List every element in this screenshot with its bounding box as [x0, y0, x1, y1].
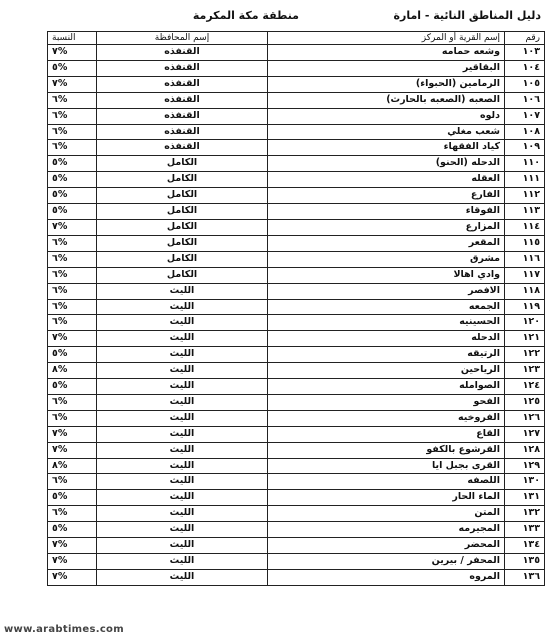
- table-row: [48, 569, 545, 585]
- table-row: [48, 506, 545, 522]
- percentage: %٨: [48, 363, 97, 379]
- village-name: وشعه حمامه: [268, 45, 505, 61]
- governorate-name: الكامل: [97, 204, 268, 220]
- table-row: [48, 76, 545, 92]
- village-name: الرمامين (الحبواء): [268, 76, 505, 92]
- row-number: ١٣٣: [505, 522, 545, 538]
- village-name: البقاقير: [268, 60, 505, 76]
- percentage: %٥: [48, 522, 97, 538]
- village-name: الفارع: [268, 188, 505, 204]
- village-name: القرى بجبل ايا: [268, 458, 505, 474]
- governorate-name: القنفذه: [97, 108, 268, 124]
- row-number: ١٠٨: [505, 124, 545, 140]
- table-row: [48, 315, 545, 331]
- percentage: %٧: [48, 45, 97, 61]
- column-header-governorate: إسم المحافظة: [97, 32, 268, 45]
- governorate-name: القنفذه: [97, 124, 268, 140]
- table-row: [48, 156, 545, 172]
- table-row: [48, 124, 545, 140]
- row-number: ١٢٧: [505, 426, 545, 442]
- row-number: ١٠٥: [505, 76, 545, 92]
- governorate-name: الكامل: [97, 172, 268, 188]
- table-header-row: [48, 32, 545, 45]
- row-number: ١١٦: [505, 251, 545, 267]
- percentage: %٦: [48, 315, 97, 331]
- column-header-number: رقم: [505, 32, 545, 45]
- table-row: [48, 474, 545, 490]
- row-number: ١٢١: [505, 331, 545, 347]
- row-number: ١١٣: [505, 204, 545, 220]
- percentage: %٦: [48, 140, 97, 156]
- table-row: [48, 235, 545, 251]
- row-number: ١٢٨: [505, 442, 545, 458]
- row-number: ١٠٣: [505, 45, 545, 61]
- row-number: ١١٩: [505, 299, 545, 315]
- percentage: %٥: [48, 204, 97, 220]
- village-name: الفروخيه: [268, 410, 505, 426]
- percentage: %٥: [48, 172, 97, 188]
- table-row: [48, 188, 545, 204]
- governorate-name: الكامل: [97, 156, 268, 172]
- village-name: المحضر: [268, 538, 505, 554]
- villages-table: [47, 31, 545, 586]
- village-name: الافصر: [268, 283, 505, 299]
- governorate-name: الليث: [97, 474, 268, 490]
- row-number: ١٣٦: [505, 569, 545, 585]
- row-number: ١٠٧: [505, 108, 545, 124]
- row-number: ١١٧: [505, 267, 545, 283]
- table-row: [48, 283, 545, 299]
- percentage: %٦: [48, 474, 97, 490]
- percentage: %٧: [48, 554, 97, 570]
- percentage: %٦: [48, 394, 97, 410]
- governorate-name: الكامل: [97, 219, 268, 235]
- percentage: %٦: [48, 283, 97, 299]
- village-name: الصوامله: [268, 379, 505, 395]
- governorate-name: الليث: [97, 394, 268, 410]
- village-name: اللصفه: [268, 474, 505, 490]
- governorate-name: الليث: [97, 379, 268, 395]
- table-row: [48, 394, 545, 410]
- governorate-name: الليث: [97, 569, 268, 585]
- village-name: الدحله (الحنو): [268, 156, 505, 172]
- column-header-percent: النسبة: [48, 32, 97, 45]
- document-title: دليل المناطق النائية - امارة: [393, 9, 541, 22]
- governorate-name: الكامل: [97, 235, 268, 251]
- percentage: %٦: [48, 506, 97, 522]
- governorate-name: الكامل: [97, 267, 268, 283]
- village-name: المجيرمه: [268, 522, 505, 538]
- row-number: ١٢٥: [505, 394, 545, 410]
- village-name: الدحله: [268, 331, 505, 347]
- village-name: وادي اهالا: [268, 267, 505, 283]
- percentage: %٧: [48, 331, 97, 347]
- row-number: ١٠٦: [505, 92, 545, 108]
- governorate-name: الليث: [97, 283, 268, 299]
- table-row: [48, 347, 545, 363]
- table-row: [48, 538, 545, 554]
- row-number: ١١٨: [505, 283, 545, 299]
- village-name: كياد الفقهاء: [268, 140, 505, 156]
- table-row: [48, 490, 545, 506]
- governorate-name: القنفذه: [97, 92, 268, 108]
- village-name: الرياحين: [268, 363, 505, 379]
- table-row: [48, 172, 545, 188]
- row-number: ١٢٦: [505, 410, 545, 426]
- village-name: الصعبه (الصعبه بالحارث): [268, 92, 505, 108]
- governorate-name: الليث: [97, 299, 268, 315]
- village-name: القرشوع بالكفو: [268, 442, 505, 458]
- village-name: الفوقاء: [268, 204, 505, 220]
- village-name: الماء الحار: [268, 490, 505, 506]
- percentage: %٦: [48, 124, 97, 140]
- row-number: ١١٠: [505, 156, 545, 172]
- percentage: %٧: [48, 442, 97, 458]
- percentage: %٥: [48, 347, 97, 363]
- governorate-name: الليث: [97, 522, 268, 538]
- table-row: [48, 442, 545, 458]
- percentage: %٧: [48, 219, 97, 235]
- governorate-name: الليث: [97, 426, 268, 442]
- village-name: الحسينيه: [268, 315, 505, 331]
- table-row: [48, 426, 545, 442]
- table-row: [48, 458, 545, 474]
- table-row: [48, 204, 545, 220]
- village-name: المتن: [268, 506, 505, 522]
- table-body: [48, 45, 545, 586]
- row-number: ١٣٥: [505, 554, 545, 570]
- village-name: دلوه: [268, 108, 505, 124]
- table-row: [48, 363, 545, 379]
- village-name: الجمعه: [268, 299, 505, 315]
- percentage: %٦: [48, 267, 97, 283]
- row-number: ١٢٩: [505, 458, 545, 474]
- table-row: [48, 251, 545, 267]
- row-number: ١٣١: [505, 490, 545, 506]
- table-row: [48, 45, 545, 61]
- row-number: ١٢٣: [505, 363, 545, 379]
- governorate-name: الليث: [97, 331, 268, 347]
- village-name: المقعر: [268, 235, 505, 251]
- village-name: الفحو: [268, 394, 505, 410]
- watermark-url: www.arabtimes.com: [4, 624, 124, 635]
- village-name: المزارع: [268, 219, 505, 235]
- governorate-name: الليث: [97, 538, 268, 554]
- row-number: ١٢٢: [505, 347, 545, 363]
- percentage: %٨: [48, 458, 97, 474]
- village-name: شعب مغلي: [268, 124, 505, 140]
- percentage: %٦: [48, 108, 97, 124]
- row-number: ١٠٩: [505, 140, 545, 156]
- percentage: %٧: [48, 538, 97, 554]
- village-name: العقله: [268, 172, 505, 188]
- row-number: ١١٥: [505, 235, 545, 251]
- governorate-name: الليث: [97, 347, 268, 363]
- table-row: [48, 299, 545, 315]
- region-title: منطقة مكة المكرمة: [192, 9, 299, 22]
- page-header: [0, 6, 559, 28]
- row-number: ١١٢: [505, 188, 545, 204]
- governorate-name: الليث: [97, 458, 268, 474]
- row-number: ١٢٠: [505, 315, 545, 331]
- governorate-name: الليث: [97, 363, 268, 379]
- table-row: [48, 60, 545, 76]
- percentage: %٦: [48, 410, 97, 426]
- governorate-name: القنفذه: [97, 60, 268, 76]
- village-name: القاع: [268, 426, 505, 442]
- governorate-name: الليث: [97, 442, 268, 458]
- row-number: ١٣٤: [505, 538, 545, 554]
- governorate-name: الليث: [97, 554, 268, 570]
- village-name: مشرق: [268, 251, 505, 267]
- percentage: %٥: [48, 60, 97, 76]
- row-number: ١٢٤: [505, 379, 545, 395]
- governorate-name: الليث: [97, 315, 268, 331]
- row-number: ١٣٢: [505, 506, 545, 522]
- percentage: %٥: [48, 490, 97, 506]
- governorate-name: الليث: [97, 506, 268, 522]
- percentage: %٦: [48, 299, 97, 315]
- percentage: %٦: [48, 92, 97, 108]
- table-row: [48, 108, 545, 124]
- row-number: ١٣٠: [505, 474, 545, 490]
- table-row: [48, 140, 545, 156]
- table-row: [48, 554, 545, 570]
- governorate-name: الليث: [97, 410, 268, 426]
- percentage: %٧: [48, 76, 97, 92]
- table-row: [48, 267, 545, 283]
- table-row: [48, 92, 545, 108]
- percentage: %٧: [48, 569, 97, 585]
- governorate-name: الليث: [97, 490, 268, 506]
- village-name: المحفر / بيرين: [268, 554, 505, 570]
- row-number: ١١١: [505, 172, 545, 188]
- governorate-name: الكامل: [97, 188, 268, 204]
- table-row: [48, 331, 545, 347]
- percentage: %٥: [48, 379, 97, 395]
- village-name: المروه: [268, 569, 505, 585]
- percentage: %٥: [48, 156, 97, 172]
- column-header-village: إسم القرية أو المركز: [268, 32, 505, 45]
- governorate-name: القنفذه: [97, 76, 268, 92]
- village-name: الرتيقه: [268, 347, 505, 363]
- table-row: [48, 379, 545, 395]
- percentage: %٥: [48, 188, 97, 204]
- row-number: ١١٤: [505, 219, 545, 235]
- percentage: %٦: [48, 235, 97, 251]
- table-row: [48, 410, 545, 426]
- percentage: %٦: [48, 251, 97, 267]
- table-row: [48, 522, 545, 538]
- governorate-name: القنفذه: [97, 140, 268, 156]
- governorate-name: القنفذه: [97, 45, 268, 61]
- table-row: [48, 219, 545, 235]
- percentage: %٧: [48, 426, 97, 442]
- row-number: ١٠٤: [505, 60, 545, 76]
- governorate-name: الكامل: [97, 251, 268, 267]
